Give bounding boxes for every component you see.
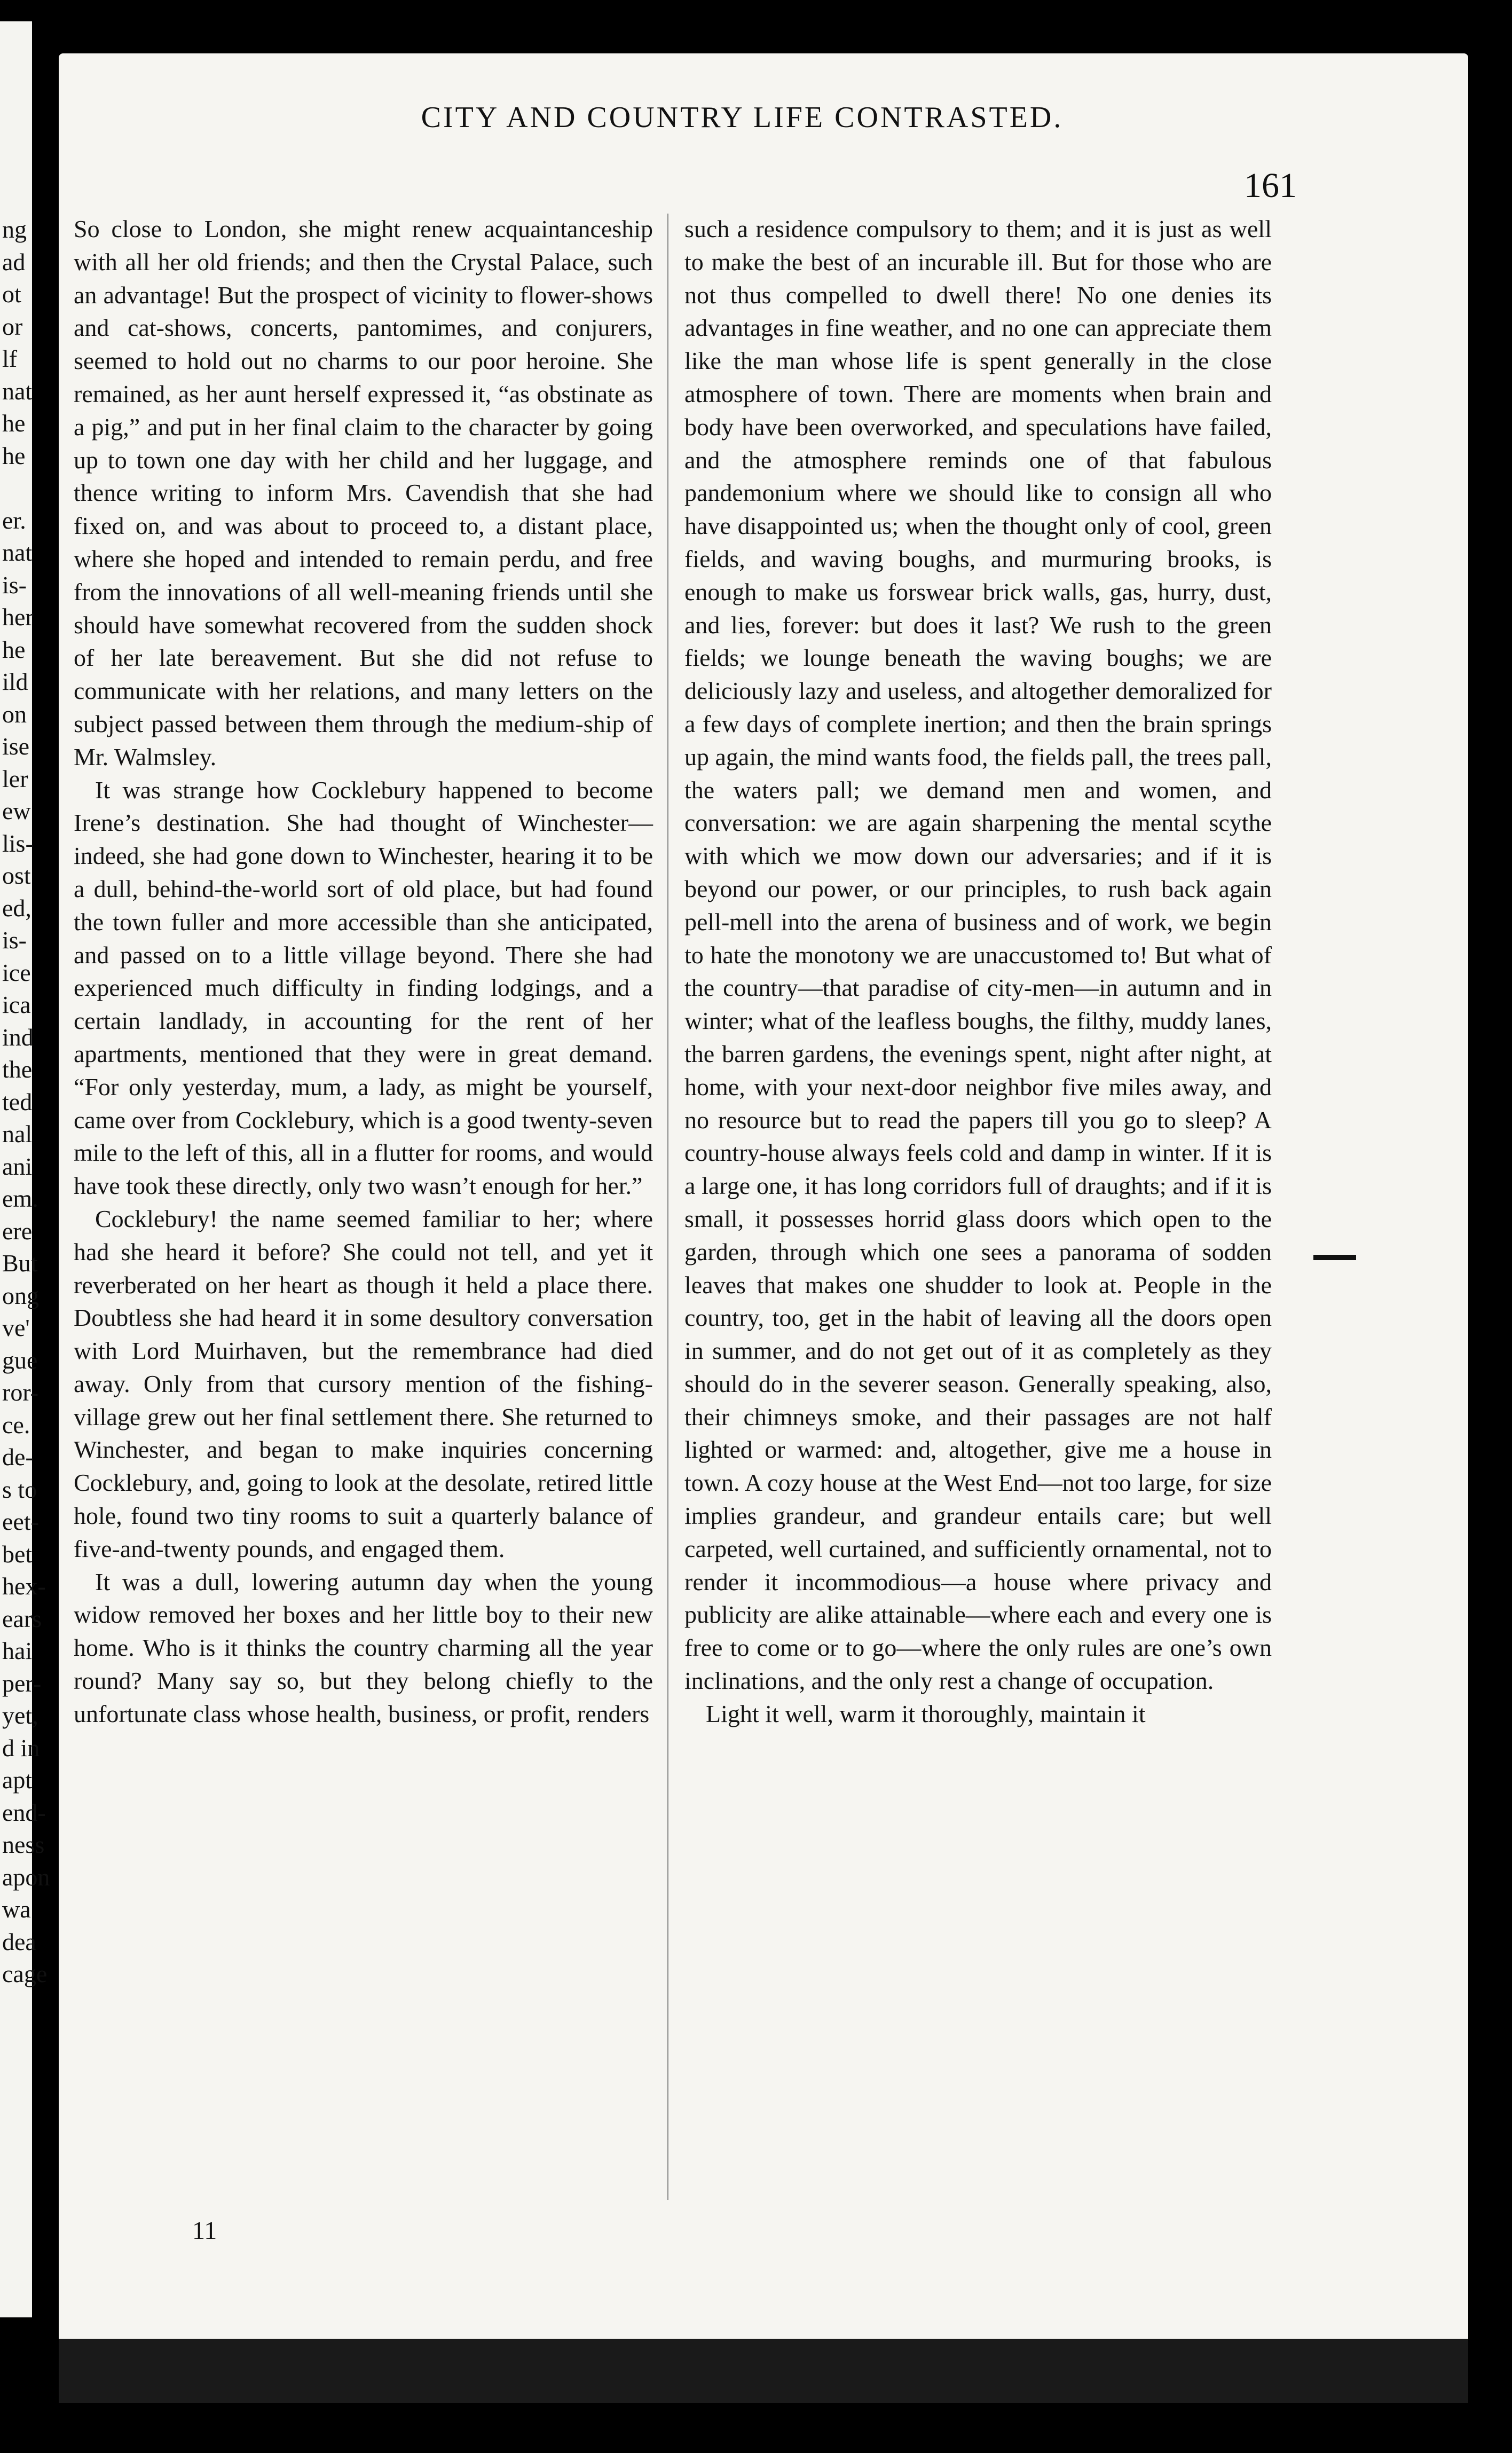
adjacent-page-fragment: ost [2, 862, 31, 889]
adjacent-page-fragment: hex- [2, 1573, 46, 1600]
adjacent-page-edge [0, 21, 50, 2317]
adjacent-page-fragment: dea [2, 1928, 36, 1955]
adjacent-page-fragment: ad [2, 248, 26, 276]
adjacent-page-fragment: wa [2, 1896, 31, 1923]
adjacent-page-fragment: her [2, 603, 34, 631]
adjacent-page-fragment: ce. [2, 1411, 30, 1438]
adjacent-page-fragment: ind [2, 1023, 34, 1051]
page-number: 161 [1244, 166, 1297, 205]
page-bottom-edge [59, 2339, 1468, 2403]
adjacent-page-fragment: apon [2, 1863, 50, 1891]
adjacent-page-text [2, 214, 50, 1991]
adjacent-page-fragment: ted [2, 1088, 33, 1115]
adjacent-page-fragment: he [2, 635, 26, 663]
ink-mark [1313, 1255, 1356, 1260]
adjacent-page-fragment: yet, [2, 1702, 38, 1729]
column-divider [667, 214, 668, 2200]
adjacent-page-fragment: apt [2, 1766, 33, 1794]
adjacent-page-fragment: ng [2, 216, 27, 243]
adjacent-page-fragment: he [2, 410, 26, 437]
adjacent-page-fragment: ere [2, 1217, 33, 1245]
adjacent-page-fragment: nat [2, 539, 33, 566]
adjacent-page-fragment: lis- [2, 829, 34, 857]
paragraph: It was a dull, lowering autumn day when the young widow removed her boxes and her little boy to their new home. Who is it thinks the country charming all the year round? Many say so, but they belong chiefly to the unfortunate class whose health, business, or profit, renders [74, 1568, 653, 1727]
adjacent-page-fragment: s to [2, 1475, 37, 1503]
adjacent-page-fragment: the [2, 1056, 33, 1083]
adjacent-page-fragment: on [2, 700, 27, 728]
adjacent-page-fragment: bet [2, 1540, 33, 1568]
running-title: CITY AND COUNTRY LIFE CONTRASTED. [421, 101, 1064, 134]
adjacent-page-fragment: ew [2, 797, 31, 824]
adjacent-page-fragment: ve' [2, 1314, 30, 1341]
adjacent-page-fragment: ness [2, 1831, 45, 1858]
adjacent-page-fragment: eet- [2, 1508, 39, 1535]
paragraph: So close to London, she might renew acquaintanceship with all her old friends; and then the Crystal Palace, such an advantage! But the prospect of vicinity to flower-shows and cat-shows, concerts, pantomimes, and conjurers, seemed to hold out no charms to our poor heroine. She remained, as her aunt herself expressed it, “as obstinate as a pig,” and put in her final claim to the character by going up to town one day with her child and her luggage, and thence writing to inform Mrs. Cavendish that she had fixed on, and was about to proceed to, a distant place, where she hoped and intended to remain perdu, and free from the innovations of all well-meaning friends until she should have somewhat recovered from the sudden shock of her late bereavement. But she did not refuse to communicate with her relations, and many letters on the subject passed between them through the medium-ship of Mr. Walmsley. [74, 215, 653, 771]
adjacent-page-fragment: nat [2, 377, 33, 405]
adjacent-page-fragment: is- [2, 926, 27, 954]
adjacent-page-fragment: ong [2, 1281, 39, 1309]
adjacent-page-fragment: ise [2, 733, 30, 760]
adjacent-page-fragment: or [2, 312, 23, 340]
adjacent-page-fragment [2, 472, 30, 505]
signature-mark: 11 [192, 2216, 217, 2245]
adjacent-page-fragment: ild [2, 668, 28, 695]
adjacent-page-fragment: end- [2, 1798, 46, 1826]
adjacent-page-fragment: ed, [2, 894, 32, 922]
paragraph: It was strange how Cocklebury happened to become Irene’s destination. She had thought of Winchester—indeed, she had gone down to Winchester, hearing it to be a dull, behind-the-world sort of old place, but had found the town fuller and more accessible than she anticipated, and passed on to a little village beyond. There she had experienced much difficulty in finding lodgings, and a certain landlady, in accounting for the rent of her apartments, mentioned that they were in great demand. “For only yesterday, mum, a lady, as might be yourself, came over from Cocklebury, which is a good twenty-seven mile to the left of this, all in a flutter for rooms, and would have took these directly, only two wasn’t enough for her.” [74, 776, 653, 1200]
adjacent-page-fragment: lf [2, 345, 18, 372]
adjacent-page-fragment: But [2, 1249, 38, 1277]
adjacent-page-fragment: hai [2, 1637, 33, 1664]
adjacent-page-fragment: ears [2, 1605, 42, 1632]
adjacent-page-fragment: em. [2, 1185, 38, 1212]
adjacent-page-fragment: ice [2, 958, 31, 986]
paragraph: Cocklebury! the name seemed familiar to her; where had she heard it before? She could not tell, and yet it reverberated on her heart as though it held a place there. Doubtless she had heard it in some desultory conversation with Lord Muirhaven, but the remembrance had died away. Only from that cursory mention of the fishing-village grew out her final settlement there. She returned to Winchester, and began to make inquiries concerning Cocklebury, and, going to look at the desolate, retired little hole, found two tiny rooms to suit a quarterly balance of five-and-twenty pounds, and engaged them. [74, 1205, 653, 1562]
adjacent-page-fragment: ani [2, 1152, 33, 1180]
adjacent-page-fragment: he [2, 442, 26, 469]
adjacent-page-fragment: d in [2, 1734, 40, 1762]
adjacent-page-fragment: ler [2, 765, 28, 792]
adjacent-page-fragment: de- [2, 1443, 34, 1471]
adjacent-page-fragment: ot [2, 280, 21, 308]
adjacent-page-fragment: per- [2, 1669, 42, 1697]
adjacent-page-fragment: cage [2, 1960, 48, 1987]
paragraph: such a residence compulsory to them; and it is just as well to make the best of an incurable ill. But for those who are not thus compelled to dwell there! No one denies its advantages in fine weather, and no one can appreciate them like the man whose life is spent generally in the close atmosphere of town. There are moments when brain and body have been overworked, and speculations have failed, and the atmosphere reminds one of that fabulous pandemonium where we should like to consign all who have disappointed us; when the thought only of cool, green fields, and waving boughs, and murmuring brooks, is enough to make us forswear brick walls, gas, hurry, dust, and lies, forever: but does it last? We rush to the green fields; we lounge beneath the waving boughs; we are deliciously lazy and useless, and altogether demoralized for a few days of complete inertion; and then the brain springs up again, the mind wants food, the fields pall, the trees pall, the waters pall; we demand men and women, and conversation: we are again sharpening the mental scythe with which we mow down our adversaries; and if it is beyond our power, or our principles, to rush back again pell-mell into the arena of business and of work, we begin to hate the monotony we are unaccustomed to! But what of the country—that paradise of city-men—in autumn and in winter; what of the leafless boughs, the filthy, muddy lanes, the barren gardens, the evenings spent, night after night, at home, with your next-door neighbor five miles away, and no resource but to read the papers till you go to sleep? A country-house always feels cold and damp in winter. If it is a large one, it has long corridors full of draughts; and if it is small, it possesses horrid glass doors which open to the garden, through which one sees a panorama of sodden leaves that makes one shudder to look at. People in the country, too, get in the habit of leaving all the doors open in summer, and do not get out of it as completely as they should do in the severer season. Generally speaking, also, their chimneys smoke, and their passages are not half lighted or warmed: and, altogether, give me a house in town. A cozy house at the West End—not too large, for size implies grandeur, and grandeur entails care; but well carpeted, well curtained, and sufficiently ornamental, not to render it incommodious—a house where privacy and publicity are alike attainable—where each and every one is free to come or to go—where the only rules are one’s own inclinations, and the only rest a change of occupation. [684, 215, 1272, 1695]
adjacent-page-fragment: ror- [2, 1379, 39, 1406]
right-column [684, 213, 1272, 1731]
adjacent-page-fragment: er. [2, 506, 26, 534]
adjacent-page-fragment: is- [2, 571, 27, 599]
adjacent-page-fragment: gue [2, 1346, 38, 1374]
left-column [74, 213, 653, 1731]
adjacent-page-fragment: ica [2, 991, 31, 1018]
paragraph: Light it well, warm it thoroughly, maintain it [706, 1700, 1146, 1727]
adjacent-page-fragment: nal [2, 1120, 33, 1147]
